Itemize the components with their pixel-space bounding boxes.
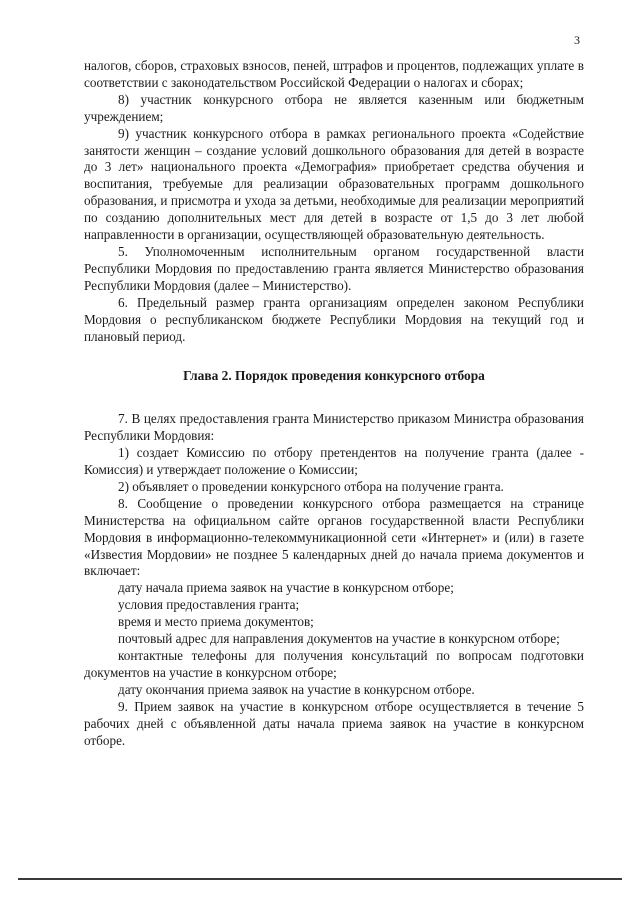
list-item-time-place: время и место приема документов;: [118, 614, 314, 630]
paragraph-item-9: 9) участник конкурсного отбора в рамках регионального проекта «Содействие занятости женщин – создание условий дошкольного образования для детей в возрасте до 3 лет» национального проекта «Демография» приобретает средства обучения и воспитания, требуемые для реализации образовательных программ дошкольного образования, и присмотра и ухода за детьми, необходимые для реализации мероприятий по созданию дополнительных мест для детей в возрасте от 1,5 до 3 лет любой направленности в организации, осуществляющей образовательную деятельность.: [84, 125, 584, 243]
paragraph-clause-7-item-1: 1) создает Комиссию по отбору претендентов на получение гранта (далее - Комиссия) и утверждает положение о Комиссии;: [84, 445, 584, 478]
paragraph-clause-5: 5. Уполномоченным исполнительным органом государственной власти Республики Мордовия по предоставлению гранта является Министерство образования Республики Мордовия (далее – Министерство).: [84, 243, 584, 293]
scan-bottom-edge: [18, 878, 622, 880]
list-item-conditions: условия предоставления гранта;: [118, 597, 300, 613]
paragraph-taxes-continuation: налогов, сборов, страховых взносов, пеней, штрафов и процентов, подлежащих уплате в соответствии с законодательством Российской Федерации о налогах и сборах;: [84, 58, 584, 90]
document-body: [84, 58, 584, 749]
list-item-postal-address: почтовый адрес для направления документов на участие в конкурсном отборе;: [118, 631, 560, 647]
paragraph-clause-6: 6. Предельный размер гранта организациям определен законом Республики Мордовия о республиканском бюджете Республики Мордовия на текущий год и плановый период.: [84, 294, 584, 344]
chapter-heading: Глава 2. Порядок проведения конкурсного отбора: [183, 368, 485, 384]
list-item-start-date: дату начала приема заявок на участие в конкурсном отборе;: [118, 580, 454, 596]
paragraph-clause-7: 7. В целях предоставления гранта Министерство приказом Министра образования Республики Мордовия:: [84, 411, 584, 444]
list-item-end-date: дату окончания приема заявок на участие в конкурсном отборе.: [118, 681, 475, 697]
page-number: 3: [574, 33, 580, 47]
list-item-contact-phones: контактные телефоны для получения консультаций по вопросам подготовки документов на участие в конкурсном отборе;: [84, 648, 584, 680]
paragraph-item-8: 8) участник конкурсного отбора не является казенным или бюджетным учреждением;: [84, 91, 584, 124]
paragraph-clause-7-item-2: 2) объявляет о проведении конкурсного отбора на получение гранта.: [118, 478, 504, 494]
paragraph-clause-8: 8. Сообщение о проведении конкурсного отбора размещается на странице Министерства на официальном сайте органов государственной власти Республики Мордовия в информационно-телекоммуникационной сети «Интернет» и (или) в газете «Известия Мордовии» не позднее 5 календарных дней до начала приема документов и включает:: [84, 495, 584, 579]
paragraph-clause-9: 9. Прием заявок на участие в конкурсном отборе осуществляется в течение 5 рабочих дней с объявленной даты начала приема заявок на участие в конкурсном отборе.: [84, 698, 584, 748]
